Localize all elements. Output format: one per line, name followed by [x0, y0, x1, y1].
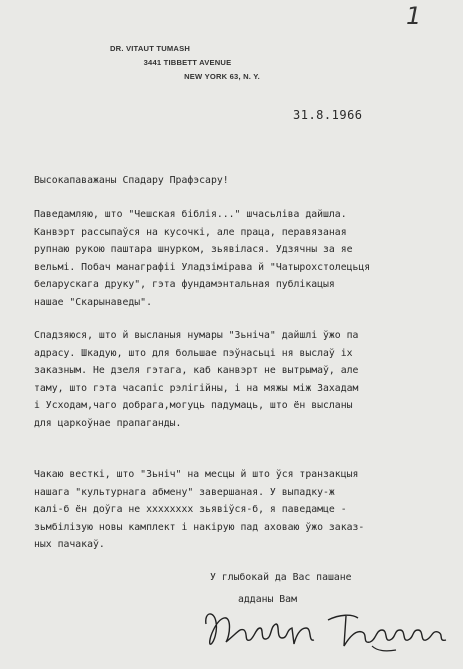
paragraph-line: рупнаю рукою паштара шнурком, зьявілася. Удзячны за яе [34, 244, 353, 255]
paragraph-line: заказным. Не дзеля гэтага, каб канвэрт не вытрымаў, але [34, 365, 359, 376]
paragraph-line: Канвэрт рассыпаўся на кусочкі, але праца, перавязаная [34, 226, 347, 238]
page-number: 1 [406, 2, 422, 30]
paragraph-line: нашага "культурнага абмену" завершаная. У выпадку-ж [34, 486, 335, 498]
closing-line-2: адданы Вам [238, 594, 297, 605]
letter-date: 31.8.1966 [293, 108, 363, 122]
paragraph-line: таму, што гэта часапіс рэлігійны, і на мяжы між Захадам [34, 382, 359, 394]
closing-line-1: У глыбокай да Вас пашане [210, 572, 352, 583]
paragraph-line: Чакаю весткі, што "Зьнiч" на месцы й што ўся транзакцыя [34, 469, 359, 480]
paragraph-3 [34, 466, 434, 554]
paragraph-1 [34, 206, 434, 311]
letterhead-name: DR. VITAUT TUMASH [110, 44, 191, 53]
paragraph-line: ных пачакаў. [34, 539, 105, 550]
handwritten-signature [200, 606, 455, 658]
paragraph-line: і Усходам,чаго добрага,могуць падумаць, што ён высланы [34, 400, 353, 411]
paragraph-line: адрасу. Шкадую, што для большае пэўнасьці ня выслаў іх [34, 347, 353, 359]
letterhead [110, 42, 260, 84]
paragraph-line: беларускага друку", гэта фундамэнтальная публікацыя [34, 279, 335, 290]
paragraph-line: нашае "Скарынаведы". [34, 296, 152, 308]
salutation-line: Высокапаважаны Спадару Прафэсару! [34, 175, 229, 186]
salutation [34, 172, 434, 190]
letterhead-street: 3441 TIBBETT AVENUE [143, 58, 232, 67]
paragraph-line: калі-б ён доўга не хххххххх зьявіўся-б, я паведамце - [34, 504, 347, 515]
paragraph-2 [34, 327, 434, 432]
letterhead-city: NEW YORK 63, N. Y. [184, 72, 260, 81]
paragraph-line: вельмі. Побач манаграфіі Уладзімірава й "Чатырохстолецьця [34, 261, 371, 273]
paragraph-line: Паведамляю, што "Чешская біблія..." шчасьліва дайшла. [34, 209, 347, 220]
paragraph-line: Спадзяюся, што й высланыя нумары "Зьнiча" дайшлі ўжо па [34, 330, 359, 341]
paragraph-line: для царкоўнае прапаганды. [34, 417, 182, 429]
paragraph-line: зьмбілізую новы камплект і накірую пад аховаю ўжо заказ- [34, 521, 365, 533]
